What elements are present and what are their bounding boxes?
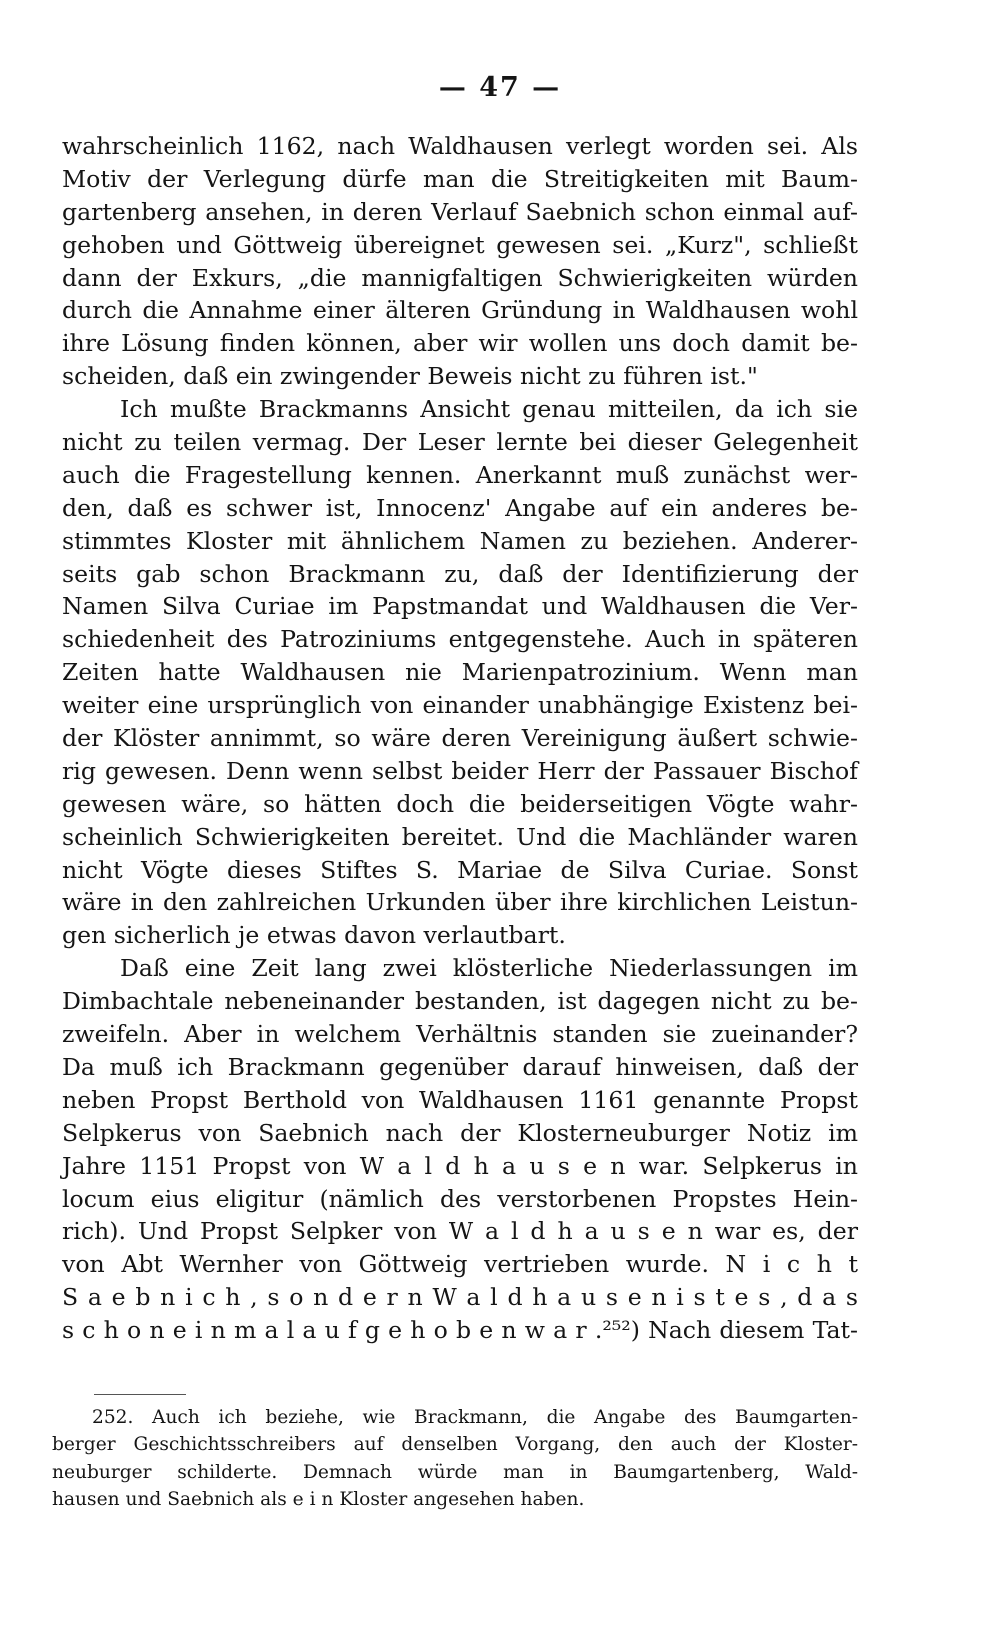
text-line: gewesen wäre, so hätten doch die beiderseitigen Vögte wahr- [62,789,858,818]
text-line: seits gab schon Brackmann zu, daß der Identifizierung der [62,559,858,588]
text-line: gehoben und Göttweig übereignet gewesen sei. „Kurz", schließt [62,230,858,259]
text-line: ihre Lösung finden können, aber wir wollen uns doch damit be- [62,329,858,358]
text-line: auch die Fragestellung kennen. Anerkannt muß zunächst wer- [62,460,858,489]
text-line: Motiv der Verlegung dürfe man die Streitigkeiten mit Baum- [62,164,858,193]
text-line: S a e b n i c h , s o n d e r n W a l d h a u s e n i s t e s , d a s [62,1283,858,1312]
text-line: rig gewesen. Denn wenn selbst beider Herr der Passauer Bischof [62,756,858,785]
text-line: schiedenheit des Patroziniums entgegenstehe. Auch in späteren [62,625,858,654]
footnote-line: 252. Auch ich beziehe, wie Brackmann, die Angabe des Baumgarten- [92,1407,858,1428]
page-number: — 47 — [438,72,562,103]
text-line: neben Propst Berthold von Waldhausen 1161 genannte Propst [62,1085,858,1114]
text-line: Ich mußte Brackmanns Ansicht genau mitteilen, da ich sie [120,395,858,424]
text-line: wäre in den zahlreichen Urkunden über ihre kirchlichen Leistun- [62,888,858,917]
text-line: Selpkerus von Saebnich nach der Klosterneuburger Notiz im [62,1118,858,1147]
text-line: Jahre 1151 Propst von W a l d h a u s e n war. Selpkerus in [62,1151,858,1180]
text-line: Zeiten hatte Waldhausen nie Marienpatrozinium. Wenn man [62,658,858,687]
text-line: Dimbachtale nebeneinander bestanden, ist dagegen nicht zu be- [62,987,858,1016]
text-line: den, daß es schwer ist, Innocenz' Angabe auf ein anderes be- [62,493,858,522]
text-line: s c h o n e i n m a l a u f g e h o b e n w a r .²⁵²) Nach diesem Tat- [62,1316,858,1345]
text-line: wahrscheinlich 1162, nach Waldhausen verlegt worden sei. Als [62,132,858,160]
text-line: zweifeln. Aber in welchem Verhältnis standen sie zueinander? [62,1020,858,1049]
text-line: stimmtes Kloster mit ähnlichem Namen zu beziehen. Anderer- [62,526,858,555]
text-line: weiter eine ursprünglich von einander unabhängige Existenz bei- [62,691,858,720]
text-line: von Abt Wernher von Göttweig vertrieben wurde. N i c h t [62,1250,858,1279]
text-line: gartenberg ansehen, in deren Verlauf Saebnich schon einmal auf- [62,197,858,226]
text-line: scheiden, daß ein zwingender Beweis nicht zu führen ist." [62,362,758,391]
text-line: rich). Und Propst Selpker von W a l d h a u s e n war es, der [62,1217,858,1246]
text-line: Da muß ich Brackmann gegenüber darauf hinweisen, daß der [62,1052,858,1081]
text-line: nicht zu teilen vermag. Der Leser lernte bei dieser Gelegenheit [62,428,858,457]
footnote-divider [94,1394,186,1395]
footnote-line: hausen und Saebnich als e i n Kloster angesehen haben. [52,1489,585,1511]
footnote-line: neuburger schilderte. Demnach würde man in Baumgartenberg, Wald- [52,1461,858,1483]
footnotes [52,1404,858,1514]
text-line: gen sicherlich je etwas davon verlautbart. [62,921,566,950]
text-line: nicht Vögte dieses Stiftes S. Mariae de Silva Curiae. Sonst [62,855,858,884]
text-line: durch die Annahme einer älteren Gründung in Waldhausen wohl [62,296,858,325]
text-line: scheinlich Schwierigkeiten bereitet. Und die Machländer waren [62,822,858,851]
footnote-line: berger Geschichtsschreibers auf denselben Vorgang, den auch der Kloster- [52,1434,858,1456]
text-line: der Klöster annimmt, so wäre deren Vereinigung äußert schwie- [62,724,858,753]
text-line: dann der Exkurs, „die mannigfaltigen Schwierigkeiten würden [62,263,858,292]
text-line: locum eius eligitur (nämlich des verstorbenen Propstes Hein- [62,1184,858,1213]
text-line: Namen Silva Curiae im Papstmandat und Waldhausen die Ver- [62,592,858,621]
text-line: Daß eine Zeit lang zwei klösterliche Niederlassungen im [120,954,858,983]
body-text [62,130,858,1347]
